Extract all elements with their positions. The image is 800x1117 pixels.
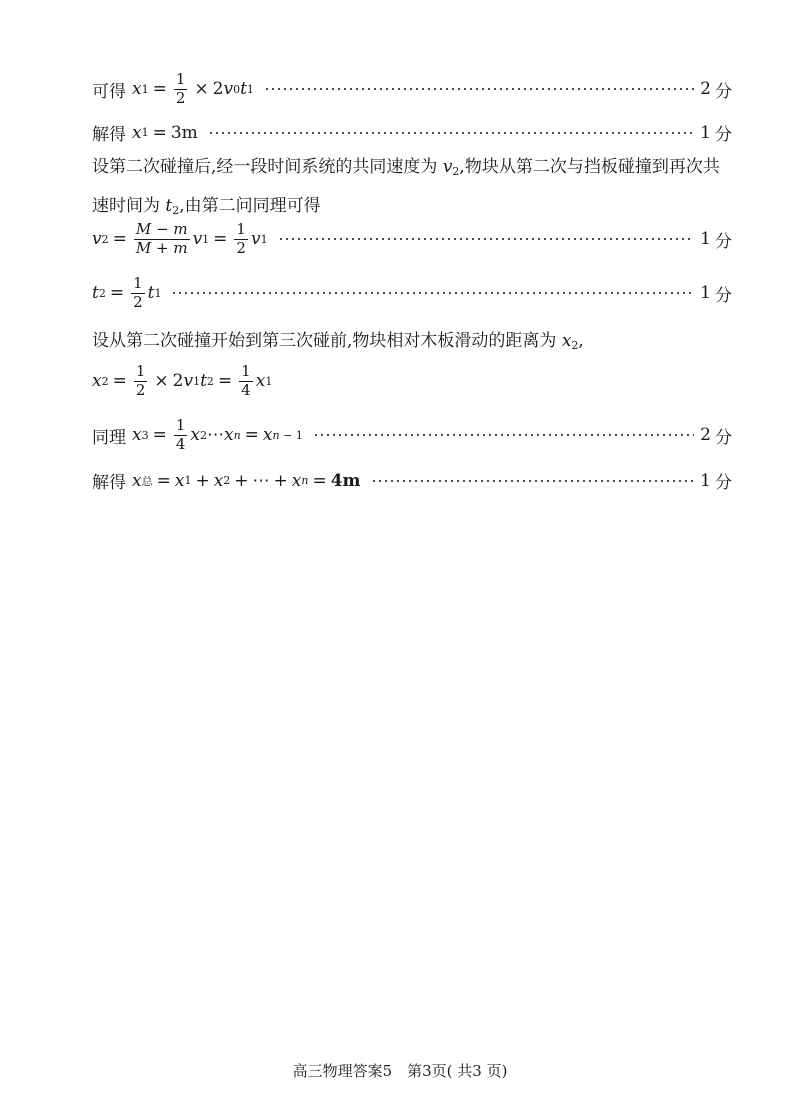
- equation-xn: 同理 x 3 = $\frac{1}{4}$ x 2 ⋯ x n = x n − 1: [92, 416, 303, 453]
- leader-dots: [371, 480, 695, 482]
- answer-line-5: [92, 418, 732, 453]
- equation-total: 解得 x 总 = x 1 + x 2 + ⋯ + x n = 4m: [92, 470, 361, 493]
- equation-x1-result: 解得 x 1 = 3m: [92, 122, 198, 145]
- score-label: 2 分: [700, 79, 732, 102]
- score-label: 1 分: [700, 470, 732, 493]
- leader-dots: [313, 434, 694, 436]
- score-label: 1 分: [700, 229, 732, 252]
- equation-x2-line: [92, 364, 732, 399]
- explanation-paragraph-1: 设第二次碰撞后,经一段时间系统的共同速度为 $v_2$,物块从第二次与挡板碰撞到再次共速时间为 $t_2$,由第二问同理可得: [92, 157, 720, 217]
- equation-t2: t 2 = $\frac{1}{2}$ t 1: [92, 274, 162, 311]
- score-label: 1 分: [700, 283, 732, 306]
- leader-dots: [278, 238, 695, 240]
- equation-x2: x 2 = $\frac{1}{2}$ × 2 v 1 t 2 = $\frac{1}{4}$ x 1: [92, 362, 273, 399]
- answer-line-3: [92, 222, 732, 257]
- leader-dots: [171, 292, 694, 294]
- answer-line-2: [92, 120, 732, 145]
- score-label: 1 分: [700, 122, 732, 145]
- score-label: 2 分: [700, 425, 732, 448]
- equation-x1: 可得 x 1 = $\frac{1}{2}$ × 2 v 0 t 1: [92, 70, 254, 107]
- equation-v2: v 2 = $\frac{M - m}{M + m}$ v 1 = $\frac{1}{2}$ v 1: [92, 220, 268, 257]
- leader-dots: [208, 132, 694, 134]
- explanation-paragraph-2: 设从第二次碰撞开始到第三次碰前,物块相对木板滑动的距离为 $x_2$,: [92, 331, 584, 352]
- answer-line-4: [92, 276, 732, 311]
- page-footer: 高三物理答案5 第3页( 共3 页): [292, 1062, 508, 1080]
- answer-line-6: [92, 468, 732, 493]
- line-prefix: 可得: [92, 81, 126, 102]
- answer-line-1: [92, 72, 732, 107]
- leader-dots: [264, 88, 694, 90]
